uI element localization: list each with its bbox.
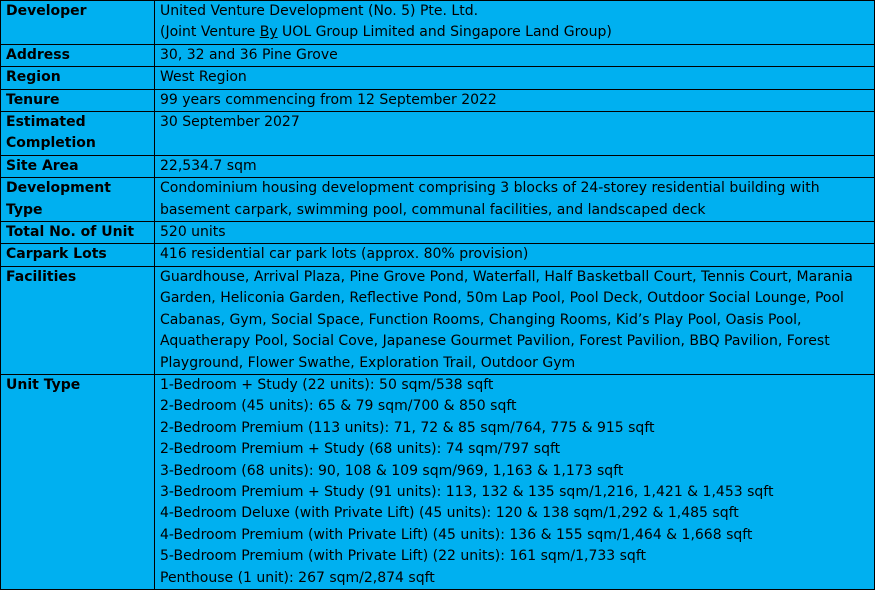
value-line: Condominium housing development comprising 3 blocks of 24-storey residential building with xyxy=(160,180,820,197)
table-row-total-units xyxy=(1,222,875,244)
value-line: 2-Bedroom Premium (113 units): 71, 72 & 85 sqm/764, 775 & 915 sqft xyxy=(160,419,655,436)
row-value xyxy=(155,244,875,266)
row-value xyxy=(155,67,875,89)
row-value xyxy=(155,112,875,156)
table-row-carpark-lots xyxy=(1,244,875,266)
row-label: Development Type xyxy=(1,178,155,222)
row-value xyxy=(155,222,875,244)
row-value xyxy=(155,178,875,222)
value-line: 22,534.7 sqm xyxy=(160,157,257,174)
table-row-unit-type xyxy=(1,374,875,589)
table-row-developer xyxy=(1,1,875,45)
row-label: Facilities xyxy=(1,266,155,374)
row-value xyxy=(155,374,875,589)
value-line: 520 units xyxy=(160,224,226,241)
row-label: Site Area xyxy=(1,155,155,177)
row-value xyxy=(155,1,875,45)
table-row-development-type xyxy=(1,178,875,222)
row-label: Region xyxy=(1,67,155,89)
row-label: Tenure xyxy=(1,89,155,111)
value-line: Playground, Flower Swathe, Exploration Trail, Outdoor Gym xyxy=(160,354,576,371)
row-value xyxy=(155,44,875,66)
row-value xyxy=(155,155,875,177)
value-line: 30 September 2027 xyxy=(160,114,300,131)
table-row-tenure xyxy=(1,89,875,111)
value-line: United Venture Development (No. 5) Pte. Ltd. xyxy=(160,3,479,19)
value-line: 99 years commencing from 12 September 2022 xyxy=(160,91,497,108)
value-line: Garden, Heliconia Garden, Reflective Pond, 50m Lap Pool, Pool Deck, Outdoor Social Lounge, Pool xyxy=(160,290,844,307)
row-value xyxy=(155,266,875,374)
value-line: (Joint Venture By UOL Group Limited and Singapore Land Group) xyxy=(160,24,612,41)
value-line: 2-Bedroom Premium + Study (68 units): 74 sqm/797 sqft xyxy=(160,441,561,458)
table-row-address xyxy=(1,44,875,66)
table-row-site-area xyxy=(1,155,875,177)
value-line: 4-Bedroom Premium (with Private Lift) (45 units): 136 & 155 sqm/1,464 & 1,668 sqft xyxy=(160,526,753,543)
row-label: Developer xyxy=(1,1,155,45)
value-line: 2-Bedroom (45 units): 65 & 79 sqm/700 & 850 sqft xyxy=(160,398,517,415)
row-label: Carpark Lots xyxy=(1,244,155,266)
row-label: Unit Type xyxy=(1,374,155,589)
table-row-region xyxy=(1,67,875,89)
underlined-word: By xyxy=(259,24,278,41)
row-label: Address xyxy=(1,44,155,66)
table-row-facilities xyxy=(1,266,875,374)
row-value xyxy=(155,89,875,111)
value-line: 5-Bedroom Premium (with Private Lift) (22 units): 161 sqm/1,733 sqft xyxy=(160,548,646,565)
table-row-estimated-completion xyxy=(1,112,875,156)
value-line: 416 residential car park lots (approx. 80% provision) xyxy=(160,246,529,263)
value-line: Guardhouse, Arrival Plaza, Pine Grove Pond, Waterfall, Half Basketball Court, Tennis Court, Marania xyxy=(160,268,853,285)
value-line: West Region xyxy=(160,69,247,86)
value-line: 3-Bedroom Premium + Study (91 units): 113, 132 & 135 sqm/1,216, 1,421 & 1,453 sqft xyxy=(160,483,774,500)
row-label: Total No. of Unit xyxy=(1,222,155,244)
value-line: 4-Bedroom Deluxe (with Private Lift) (45 units): 120 & 138 sqm/1,292 & 1,485 sqft xyxy=(160,505,739,522)
value-line: Aquatherapy Pool, Social Cove, Japanese Gourmet Pavilion, Forest Pavilion, BBQ Pavilion, Forest xyxy=(160,333,830,350)
row-label: Estimated Completion xyxy=(1,112,155,156)
value-line: basement carpark, swimming pool, communal facilities, and landscaped deck xyxy=(160,201,706,218)
value-line: Cabanas, Gym, Social Space, Function Rooms, Changing Rooms, Kid’s Play Pool, Oasis Pool, xyxy=(160,311,802,328)
value-line: Penthouse (1 unit): 267 sqm/2,874 sqft xyxy=(160,569,435,586)
value-line: 1-Bedroom + Study (22 units): 50 sqm/538 sqft xyxy=(160,376,494,393)
value-line: 30, 32 and 36 Pine Grove xyxy=(160,46,338,63)
value-line: 3-Bedroom (68 units): 90, 108 & 109 sqm/969, 1,163 & 1,173 sqft xyxy=(160,462,624,479)
